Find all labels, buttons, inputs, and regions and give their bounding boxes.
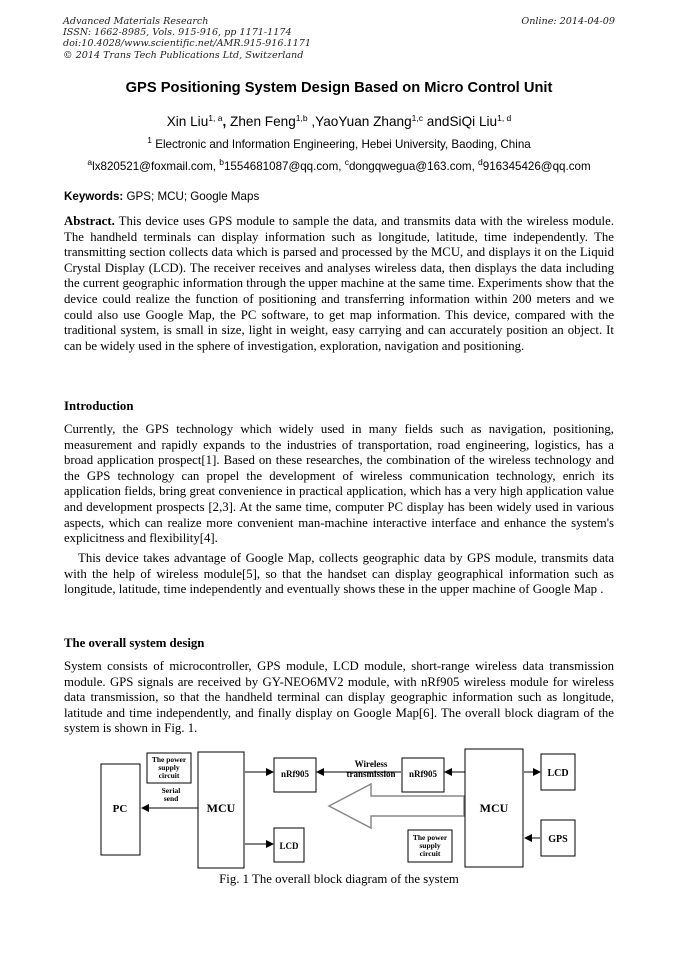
overall-design-paragraph: System consists of microcontroller, GPS module, LCD module, short-range wireless data transmission module. GPS signals are received by GY-NEO6MV2 module, with nRf905 wireless module for wireless data transmission, so that the handheld terminal can display geographic information such as longitude, latitude and time independently, and finally display on Google Map[6]. The overall block diagram of the system is shown in Fig. 1.: [64, 659, 614, 736]
nrf905-left-label: nRf905: [280, 769, 310, 779]
serial-send-label: Serial: [161, 786, 181, 795]
author-name: YaoYuan Zhang: [315, 114, 412, 129]
author-separator: ,: [311, 114, 316, 129]
introduction-paragraph-1: Currently, the GPS technology which widely used in many fields such as navigation, positioning, measurement and rapidly expands to the industries of transportation, road engineering, logistics, has a broad application prospect[1]. Based on these researches, the combination of the wireless technology and the GPS technology can propel the development of wireless communication technology, enrich its application fields, bring great convenience in practical application, which has a very high application value and development prospects [2,3]. At the same time, computer PC display has been widely used in various aspects, which can realize more convenient man-machine interactive interface and enhance the system's explicitness and flexibility[4].: [64, 422, 614, 546]
author-separator: ,: [222, 114, 227, 129]
power-supply-right-label: The power: [412, 833, 448, 842]
pc-label: PC: [112, 803, 128, 815]
introduction-paragraph-2: This device takes advantage of Google Map, collects geographic data by GPS module, transmits data with the help of wireless module[5], so that the handset can display geographical information such as longitude, latitude, time independently and eventually shows these in the upper machine of Google Map .: [64, 551, 614, 597]
journal-issn: ISSN: 1662-8985, Vols. 915-916, pp 1171-1174: [63, 27, 292, 39]
lcd-left-label: LCD: [279, 841, 299, 851]
abstract-label: Abstract.: [64, 214, 115, 228]
author-affil-marker: 1, d: [497, 113, 512, 123]
journal-doi: doi:10.4028/www.scientific.net/AMR.915-916.1171: [63, 38, 311, 50]
email-marker: b: [219, 157, 224, 167]
email-marker: d: [478, 157, 483, 167]
email-marker: a: [87, 157, 93, 167]
gps-label: GPS: [548, 834, 568, 845]
overall-design-heading: The overall system design: [64, 636, 205, 650]
author-name: Zhen Feng: [230, 114, 296, 129]
wireless-transmission-label: transmission: [346, 769, 396, 779]
lcd-right-label: LCD: [547, 768, 569, 779]
power-supply-right-label: supply: [419, 841, 441, 850]
affiliation-text: Electronic and Information Engineering, Hebei University, Baoding, China: [155, 138, 531, 151]
nrf905-right-label: nRf905: [408, 769, 438, 779]
introduction-heading: Introduction: [64, 399, 134, 413]
email-address: 1554681087@qq.com,: [223, 160, 345, 173]
journal-header: [63, 16, 311, 61]
wireless-transmission-label: Wireless: [354, 759, 388, 769]
power-supply-left-label: The power: [151, 755, 187, 764]
author-and: and: [426, 114, 450, 129]
journal-name: Advanced Materials Research: [63, 16, 209, 27]
journal-copyright: © 2014 Trans Tech Publications Ltd, Switzerland: [63, 49, 304, 61]
keywords-text: GPS; MCU; Google Maps: [126, 190, 260, 203]
email-address: lx820521@foxmail.com,: [92, 160, 220, 173]
online-date: Online: 2014-04-09: [521, 16, 615, 27]
affiliation: [0, 135, 678, 151]
power-supply-left-label: supply: [158, 763, 180, 772]
abstract-text: This device uses GPS module to sample the data, and transmits data with the wireless module. The handheld terminals can display information such as longitude, latitude, time independently. The transmitting section collects data which is parsed and processed by the MCU, and displays it on the Liquid Crystal Display (LCD). The receiver receives and analyses wireless data, then displays the data including the current geographic information through the upper machine at the same time. Experiments show that the device could realize the function of positioning and transferring information within 200 meters and we could also use Google Map, the PC software, to get map information. This device, compared with the traditional system, is small in size, light in weight, easy carrying and can accurately position an object. It can be widely used in the sphere of investigation, exploration, navigation and positioning.: [64, 214, 614, 353]
author-affil-marker: 1,b: [295, 113, 308, 123]
email-address: 916345426@qq.com: [482, 160, 591, 173]
email-list: [0, 157, 678, 173]
email-address: dongqwegua@163.com,: [348, 160, 479, 173]
block-diagram: [95, 746, 585, 870]
paper-title: GPS Positioning System Design Based on Micro Control Unit: [125, 80, 553, 96]
mcu-right-label: MCU: [479, 801, 509, 815]
author-name: SiQi Liu: [449, 114, 498, 129]
keywords: [64, 190, 259, 203]
serial-send-label: send: [163, 794, 179, 803]
author-affil-marker: 1, a: [208, 113, 223, 123]
author-list: [0, 114, 678, 129]
affiliation-marker: 1: [147, 135, 152, 145]
figure-caption: Fig. 1 The overall block diagram of the system: [219, 872, 459, 886]
power-supply-right-label: circuit: [419, 849, 441, 858]
power-supply-left-label: circuit: [158, 771, 180, 780]
keywords-label: Keywords:: [64, 190, 124, 203]
author-name: Xin Liu: [166, 114, 209, 129]
email-marker: c: [344, 157, 349, 167]
author-affil-marker: 1,c: [411, 113, 424, 123]
abstract-paragraph: [64, 214, 614, 354]
mcu-left-label: MCU: [206, 801, 236, 815]
